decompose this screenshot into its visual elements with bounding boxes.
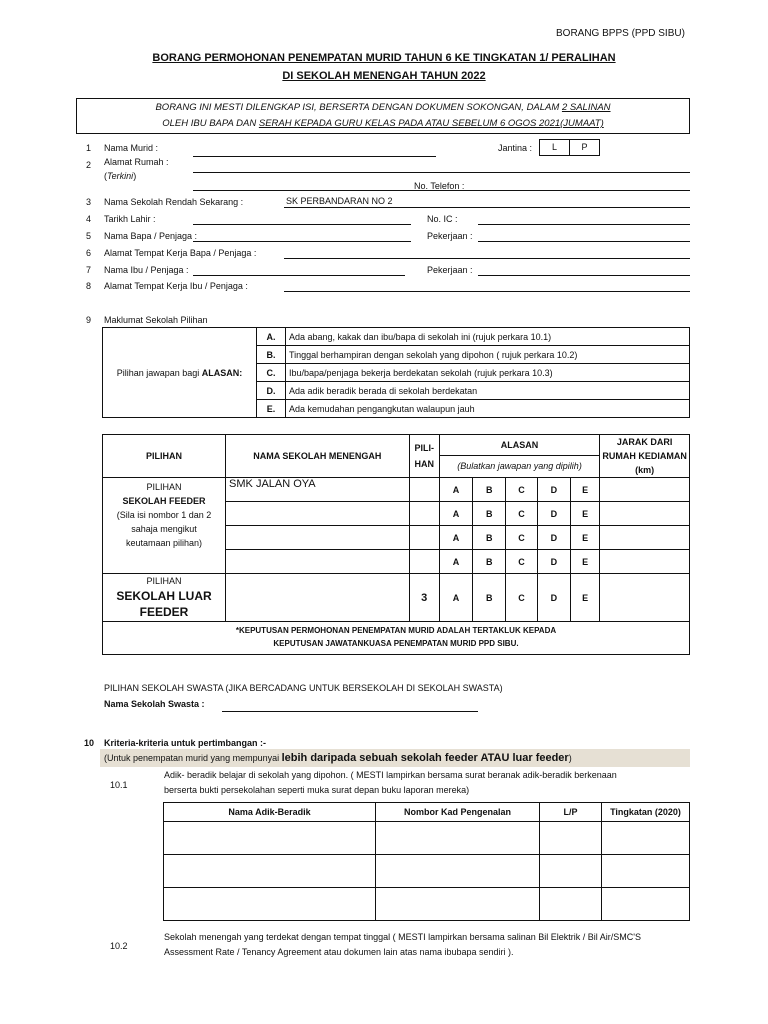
header-pili-1: PILI- <box>414 443 434 453</box>
note-line2: KEPUTUSAN JAWATANKUASA PENEMPATAN MURID PPD SIBU. <box>273 639 519 648</box>
input-pekerjaan-ibu[interactable] <box>478 275 690 276</box>
reason-option-c[interactable]: C <box>506 550 537 574</box>
reason-key: A. <box>257 328 286 346</box>
value-sekolah-rendah: SK PERBANDARAN NO 2 <box>286 196 393 206</box>
luar-feeder-label-cell <box>103 574 226 622</box>
input-alamat-rumah-1[interactable] <box>193 172 690 173</box>
luar-choice-no[interactable]: 3 <box>409 574 439 622</box>
reason-option-b[interactable]: B <box>473 574 506 622</box>
band-text <box>104 752 572 764</box>
sib-cell[interactable] <box>376 888 540 921</box>
input-no-ic[interactable] <box>478 224 690 225</box>
reason-option-b[interactable]: B <box>473 502 506 526</box>
sib-cell[interactable] <box>540 888 602 921</box>
input-nama-ibu[interactable] <box>193 275 405 276</box>
feeder-label-2: SEKOLAH FEEDER <box>122 496 206 506</box>
item-10-1-text-1: Adik- beradik belajar di sekolah yang dipohon. ( MESTI lampirkan bersama surat beranak adik-beradik berkenaan <box>164 770 617 780</box>
header-pilihan: PILIHAN <box>103 435 226 478</box>
reason-text: Tinggal berhampiran dengan sekolah yang dipohon ( rujuk perkara 10.2) <box>286 346 690 364</box>
paren: ) <box>133 171 137 181</box>
feeder-school-3[interactable] <box>226 526 410 550</box>
reason-option-b[interactable]: B <box>473 526 506 550</box>
reason-text: Ada adik beradik berada di sekolah berdekatan <box>286 382 690 400</box>
label-pekerjaan-ibu: Pekerjaan : <box>427 265 473 275</box>
header-pili-2: HAN <box>414 459 434 469</box>
reason-option-d[interactable]: D <box>537 574 570 622</box>
reason-option-e[interactable]: E <box>570 502 599 526</box>
reason-option-d[interactable]: D <box>537 502 570 526</box>
swasta-heading: PILIHAN SEKOLAH SWASTA (JIKA BERCADANG UNTUK BERSEKOLAH DI SEKOLAH SWASTA) <box>104 683 503 693</box>
label-tarikh-lahir: Tarikh Lahir : <box>104 214 156 224</box>
reasons-table <box>102 327 690 418</box>
notice-line1 <box>77 102 689 113</box>
note-line1: *KEPUTUSAN PERMOHONAN PENEMPATAN MURID ADALAH TERTAKLUK KEPADA <box>235 626 557 635</box>
reason-text: Ada kemudahan pengangkutan walaupun jauh <box>286 400 690 418</box>
reason-text: Ada abang, kakak dan ibu/bapa di sekolah ini (rujuk perkara 10.1) <box>286 328 690 346</box>
reason-option-d[interactable]: D <box>537 478 570 502</box>
sib-cell[interactable] <box>164 888 376 921</box>
label-terkini <box>104 170 136 182</box>
decision-note <box>103 622 690 655</box>
distance-cell[interactable] <box>600 550 690 574</box>
label-nama-murid: Nama Murid : <box>104 143 159 153</box>
sib-cell[interactable] <box>540 855 602 888</box>
reason-option-e[interactable]: E <box>570 574 599 622</box>
item-10-2-text-2: Assessment Rate / Tenancy Agreement atau dokumen lain atas nama ibubapa sendiri ). <box>164 947 514 957</box>
reason-option-a[interactable]: A <box>439 550 472 574</box>
item-10-1-text-2: berserta bukti persekolahan seperti muka surat depan buku laporan mereka) <box>164 785 470 795</box>
distance-cell[interactable] <box>600 526 690 550</box>
header-alasan: ALASAN <box>439 435 599 456</box>
form-title-line2: DI SEKOLAH MENENGAH TAHUN 2022 <box>282 70 486 82</box>
sib-header-nama: Nama Adik-Beradik <box>164 803 376 822</box>
reason-key: D. <box>257 382 286 400</box>
band-text-b: lebih daripada sebuah sekolah feeder ATAU luar feeder <box>281 752 569 764</box>
field-number: 9 <box>86 315 92 325</box>
label-maklumat-sekolah: Maklumat Sekolah Pilihan <box>104 315 208 325</box>
reason-option-a[interactable]: A <box>439 574 472 622</box>
notice-copies: 2 SALINAN <box>561 102 611 113</box>
field-number: 8 <box>86 281 92 291</box>
reason-option-d[interactable]: D <box>537 526 570 550</box>
feeder-label-1: PILIHAN <box>146 482 182 492</box>
reason-key: B. <box>257 346 286 364</box>
sib-cell[interactable] <box>602 888 690 921</box>
feeder-label-4: sahaja mengikut <box>131 524 197 534</box>
reason-text: Ibu/bapa/penjaga bekerja berdekatan sekolah (rujuk perkara 10.3) <box>286 364 690 382</box>
input-pekerjaan-bapa[interactable] <box>478 241 690 242</box>
reasons-label <box>103 328 257 418</box>
sib-cell[interactable] <box>602 822 690 855</box>
reason-option-c[interactable]: C <box>506 574 537 622</box>
input-tarikh-lahir[interactable] <box>193 224 411 225</box>
field-number: 6 <box>86 248 92 258</box>
label-kerja-bapa: Alamat Tempat Kerja Bapa / Penjaga : <box>104 248 257 258</box>
reason-option-a[interactable]: A <box>439 526 472 550</box>
input-kerja-ibu[interactable] <box>284 291 690 292</box>
distance-cell[interactable] <box>600 478 690 502</box>
sib-cell[interactable] <box>376 822 540 855</box>
reasons-label-text: Pilihan jawapan bagi <box>116 367 200 378</box>
header-nama-sekolah: NAMA SEKOLAH MENENGAH <box>226 435 410 478</box>
paren: ( <box>104 171 107 181</box>
luar-label-2: SEKOLAH LUAR <box>116 589 212 603</box>
reason-key: C. <box>257 364 286 382</box>
sib-cell[interactable] <box>164 855 376 888</box>
luar-label-1: PILIHAN <box>146 576 182 586</box>
input-sekolah-rendah[interactable] <box>284 207 690 208</box>
notice-text: OLEH IBU BAPA DAN <box>162 118 257 129</box>
header-jarak <box>600 435 690 478</box>
input-nama-murid[interactable] <box>193 156 436 157</box>
sib-header-lp: L/P <box>540 803 602 822</box>
item-10-2-text-1: Sekolah menengah yang terdekat dengan tempat tinggal ( MESTI lampirkan bersama salinan Bil Elektrik / Bil Air/SMC'S <box>164 932 641 942</box>
gender-option-p[interactable]: P <box>569 139 600 156</box>
notice-box <box>76 98 690 134</box>
sib-cell[interactable] <box>602 855 690 888</box>
feeder-label-cell <box>103 478 226 574</box>
reason-option-b[interactable]: B <box>473 550 506 574</box>
input-kerja-bapa[interactable] <box>284 258 690 259</box>
label-no-ic: No. IC : <box>427 214 458 224</box>
label-swasta: Nama Sekolah Swasta : <box>104 699 205 709</box>
reason-option-d[interactable]: D <box>537 550 570 574</box>
field-number: 3 <box>86 197 92 207</box>
field-number: 4 <box>86 214 92 224</box>
header-jarak-2: RUMAH KEDIAMAN <box>602 451 687 461</box>
label-jantina: Jantina : <box>498 143 533 153</box>
label-pekerjaan-bapa: Pekerjaan : <box>427 231 473 241</box>
field-number: 5 <box>86 231 92 241</box>
band-text-c: ) <box>568 753 572 763</box>
label-nama-ibu: Nama Ibu / Penjaga : <box>104 265 189 275</box>
reason-option-c[interactable]: C <box>506 502 537 526</box>
sib-cell[interactable] <box>376 855 540 888</box>
reason-option-c[interactable]: C <box>506 526 537 550</box>
feeder-label-3: (Sila isi nombor 1 dan 2 <box>116 510 212 520</box>
header-pilihan-no <box>409 435 439 478</box>
luar-feeder-school[interactable] <box>226 574 410 622</box>
choice-no-cell[interactable] <box>409 526 439 550</box>
reasons-label-bold: ALASAN: <box>201 367 243 378</box>
terkini-text: Terkini <box>107 171 134 181</box>
reason-option-b[interactable]: B <box>473 478 506 502</box>
feeder-school-4[interactable] <box>226 550 410 574</box>
siblings-table <box>163 802 690 921</box>
sib-header-tingkatan: Tingkatan (2020) <box>602 803 690 822</box>
header-alasan-sub: (Bulatkan jawapan yang dipilih) <box>439 455 599 477</box>
notice-line2 <box>77 118 689 129</box>
input-swasta[interactable] <box>222 711 478 712</box>
section10-title: Kriteria-kriteria untuk pertimbangan :- <box>104 738 267 748</box>
sib-cell[interactable] <box>164 822 376 855</box>
label-kerja-ibu: Alamat Tempat Kerja Ibu / Penjaga : <box>104 281 248 291</box>
field-number: 7 <box>86 265 92 275</box>
feeder-label-5: keutamaan pilihan) <box>125 538 203 548</box>
form-code: BORANG BPPS (PPD SIBU) <box>556 28 685 39</box>
reason-option-e[interactable]: E <box>570 526 599 550</box>
sib-header-ic: Nombor Kad Pengenalan <box>376 803 540 822</box>
feeder-school-2[interactable] <box>226 502 410 526</box>
gender-option-l[interactable]: L <box>539 139 570 156</box>
input-alamat-rumah-2[interactable] <box>193 190 690 191</box>
reason-option-c[interactable]: C <box>506 478 537 502</box>
reason-option-e[interactable]: E <box>570 550 599 574</box>
input-nama-bapa[interactable] <box>193 241 411 242</box>
choice-table <box>102 434 690 655</box>
choice-no-cell[interactable] <box>409 478 439 502</box>
label-telefon: No. Telefon : <box>414 181 465 191</box>
choice-no-cell[interactable] <box>409 550 439 574</box>
luar-label-3: FEEDER <box>139 605 189 619</box>
distance-cell[interactable] <box>600 502 690 526</box>
form-title-line1: BORANG PERMOHONAN PENEMPATAN MURID TAHUN 6 KE TINGKATAN 1/ PERALIHAN <box>152 52 616 64</box>
label-sekolah-rendah: Nama Sekolah Rendah Sekarang : <box>104 197 244 207</box>
label-nama-bapa: Nama Bapa / Penjaga : <box>104 231 198 241</box>
header-jarak-3: (km) <box>635 465 655 475</box>
distance-cell[interactable] <box>600 574 690 622</box>
header-jarak-1: JARAK DARI <box>616 437 673 447</box>
band-text-a: (Untuk penempatan murid yang mempunyai <box>104 753 280 763</box>
field-number: 1 <box>86 143 92 153</box>
item-number-10-1: 10.1 <box>110 780 128 790</box>
choice-no-cell[interactable] <box>409 502 439 526</box>
reason-option-e[interactable]: E <box>570 478 599 502</box>
reason-option-a[interactable]: A <box>439 478 472 502</box>
item-number-10-2: 10.2 <box>110 941 128 951</box>
sib-cell[interactable] <box>540 822 602 855</box>
label-alamat-rumah: Alamat Rumah : <box>104 157 169 167</box>
reason-key: E. <box>257 400 286 418</box>
field-number: 2 <box>86 160 92 170</box>
section10-band <box>100 749 690 767</box>
notice-text: BORANG INI MESTI DILENGKAP ISI, BERSERTA DENGAN DOKUMEN SOKONGAN, DALAM <box>155 102 560 113</box>
notice-deadline: SERAH KEPADA GURU KELAS PADA ATAU SEBELUM 6 OGOS 2021(JUMAAT) <box>258 118 604 129</box>
reason-option-a[interactable]: A <box>439 502 472 526</box>
section-number: 10 <box>84 738 95 748</box>
feeder-school-1[interactable]: SMK JALAN OYA <box>226 478 410 502</box>
